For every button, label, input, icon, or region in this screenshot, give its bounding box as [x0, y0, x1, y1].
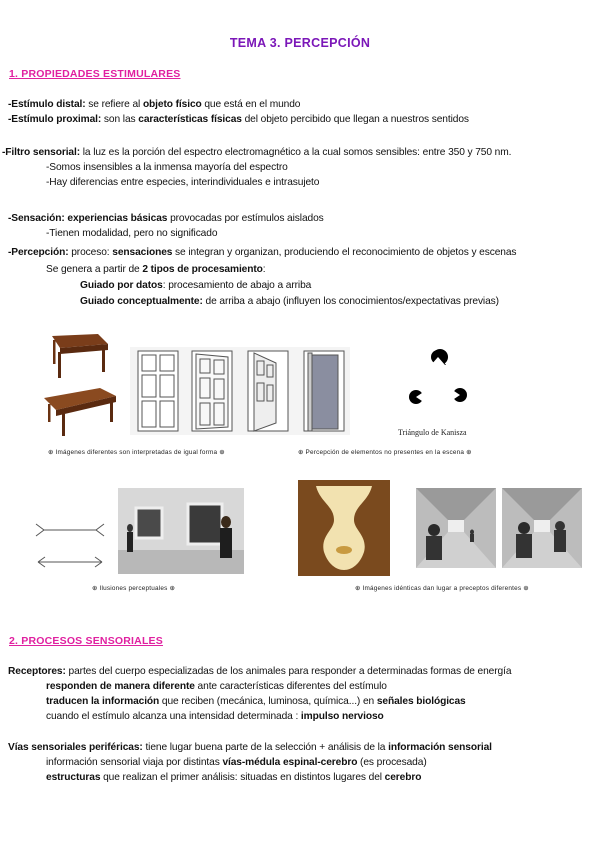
estimulo-distal-line: -Estímulo distal: se refiere al objeto físico que está en el mundo	[8, 99, 301, 110]
filtro-sensorial-line: -Filtro sensorial: la luz es la porción del espectro electromagnético a la cual somos sensibles: entre 350 y 750 nm.	[2, 147, 512, 158]
kanisza-triangle-illustration	[400, 345, 480, 415]
procesamiento-line: Se genera a partir de 2 tipos de procesamiento:	[46, 264, 266, 275]
caption-missing-elements: ⊕ Percepción de elementos no presentes en la escena ⊕	[298, 449, 472, 456]
table-bottom-icon	[44, 388, 116, 436]
kanisza-label: Triángulo de Kanisza	[398, 428, 467, 437]
receptores-sub-1: responden de manera diferente ante características diferentes del estímulo	[46, 681, 387, 692]
receptores-sub-2: traducen la información que reciben (mecánica, luminosa, química...) en señales biológicas	[46, 696, 466, 707]
muller-lyer-illustration	[30, 520, 110, 570]
percepcion-line: -Percepción: proceso: sensaciones se integran y organizan, produciendo el reconocimiento de objetos y escenas	[8, 247, 517, 258]
sensacion-line: -Sensación: experiencias básicas provocadas por estímulos aislados	[8, 213, 324, 224]
vias-sub-2: estructuras que realizan el primer análisis: situadas en distintos lugares del cerebro	[46, 772, 422, 783]
caption-illusions: ⊕ Ilusiones perceptuales ⊕	[92, 585, 176, 592]
corridor-photo-left	[416, 488, 496, 568]
guiado-datos-line: Guiado por datos: procesamiento de abajo a arriba	[80, 280, 312, 291]
page-title: TEMA 3. PERCEPCIÓN	[229, 36, 371, 50]
section-heading-2: 2. PROCESOS SENSORIALES	[9, 635, 163, 647]
section-heading-1: 1. PROPIEDADES ESTIMULARES	[9, 68, 181, 80]
corridor-photo-right	[502, 488, 582, 568]
estimulo-proximal-line: -Estímulo proximal: son las características físicas del objeto percibido que llegan a nuestros sentidos	[8, 114, 469, 125]
receptores-sub-3: cuando el estímulo alcanza una intensidad determinada : impulso nervioso	[46, 711, 384, 722]
caption-same-interpretation: ⊕ Imágenes diferentes son interpretadas de igual forma ⊕	[48, 449, 225, 456]
ames-room-photo	[118, 488, 244, 574]
table-top-icon	[52, 334, 108, 378]
guiado-conceptual-line: Guiado conceptualmente: de arriba a abajo (influyen los conocimientos/expectativas previas)	[80, 296, 499, 307]
vias-line: Vías sensoriales periféricas: tiene lugar buena parte de la selección + análisis de la información sensorial	[8, 742, 492, 753]
filtro-sub-1: -Somos insensibles a la inmensa mayoría del espectro	[46, 162, 288, 173]
receptores-line: Receptores: partes del cuerpo especializadas de los animales para responder a determinadas formas de energía	[8, 666, 512, 677]
vias-sub-1: información sensorial viaja por distintas vías-médula espinal-cerebro (es procesada)	[46, 757, 427, 768]
caption-identical-images: ⊕ Imágenes idénticas dan lugar a preceptos diferentes ⊕	[355, 585, 529, 592]
filtro-sub-2: -Hay diferencias entre especies, interindividuales e intrasujeto	[46, 177, 320, 188]
rubin-vase-photo	[298, 480, 390, 576]
tables-illustration	[40, 330, 120, 440]
sensacion-sub: -Tienen modalidad, pero no significado	[46, 228, 218, 239]
doors-illustration	[130, 345, 350, 437]
